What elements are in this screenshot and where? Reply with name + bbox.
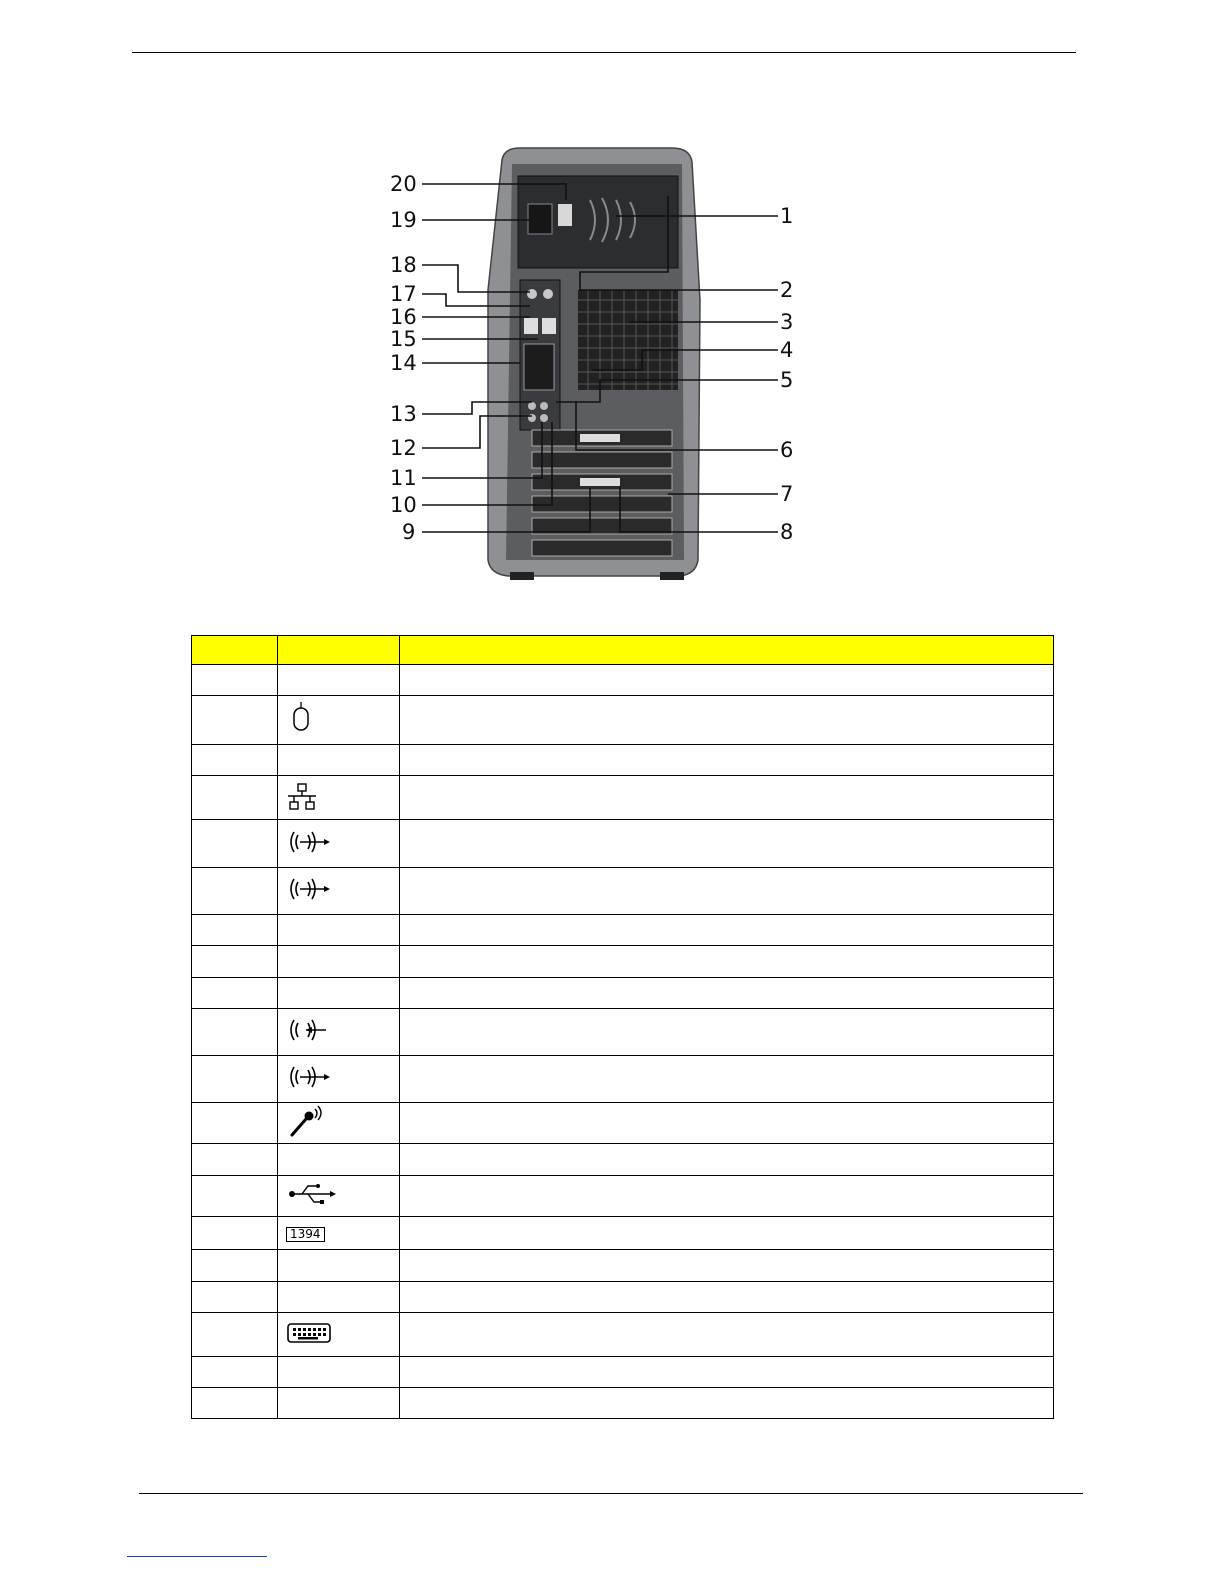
callout-7: 7 [780, 482, 794, 506]
network-icon [286, 778, 342, 814]
microphone-icon [286, 1103, 342, 1139]
table-row [192, 1176, 1054, 1217]
table-header-row [192, 636, 1054, 665]
table-row [192, 776, 1054, 820]
callout-1: 1 [780, 204, 794, 228]
callout-2: 2 [780, 278, 794, 302]
table-row [192, 1250, 1054, 1282]
header-description [400, 636, 1054, 665]
mouse-icon [286, 700, 342, 736]
audio-out-icon [286, 1059, 342, 1095]
table-row [192, 696, 1054, 745]
rear-ports-table [191, 635, 1054, 1419]
audio-out-icon [286, 871, 342, 907]
callout-8: 8 [780, 520, 794, 544]
callout-17: 17 [390, 282, 417, 306]
table-row [192, 1103, 1054, 1144]
callout-9: 9 [402, 520, 416, 544]
table-row [192, 915, 1054, 946]
callout-10: 10 [390, 493, 417, 517]
callout-14: 14 [390, 351, 417, 375]
callout-3: 3 [780, 310, 794, 334]
table-row [192, 1009, 1054, 1056]
table-row [192, 1056, 1054, 1103]
callout-13: 13 [390, 402, 417, 426]
header-rule [132, 52, 1076, 53]
table-row [192, 820, 1054, 868]
fan-grille [578, 290, 678, 390]
callout-5: 5 [780, 368, 794, 392]
callout-11: 11 [390, 466, 417, 490]
callout-4: 4 [780, 338, 794, 362]
voltage-switch [558, 204, 572, 226]
table-row [192, 868, 1054, 915]
usb-icon [286, 1176, 342, 1212]
audio-out-icon [286, 824, 342, 860]
computer-rear-panel-figure [380, 140, 820, 600]
footer-rule [139, 1493, 1083, 1494]
callout-16: 16 [390, 305, 417, 329]
table-row [192, 1217, 1054, 1250]
callout-12: 12 [390, 436, 417, 460]
table-row [192, 665, 1054, 696]
ieee1394-icon: 1394 [286, 1227, 325, 1242]
callout-15: 15 [390, 327, 417, 351]
keyboard-icon [286, 1315, 342, 1351]
header-no [192, 636, 278, 665]
callout-18: 18 [390, 253, 417, 277]
table-row [192, 1313, 1054, 1357]
callout-19: 19 [390, 208, 417, 232]
header-icon [278, 636, 400, 665]
footer-link-underline[interactable] [127, 1556, 267, 1557]
table-row [192, 745, 1054, 776]
callout-20: 20 [390, 172, 417, 196]
table-row [192, 1388, 1054, 1419]
audio-in-icon [286, 1012, 342, 1048]
table-row [192, 1357, 1054, 1388]
table-row [192, 978, 1054, 1009]
power-connector [528, 204, 552, 234]
rear-panel-illustration [380, 140, 820, 600]
table-row [192, 946, 1054, 978]
table-row [192, 1144, 1054, 1176]
table-row [192, 1282, 1054, 1313]
callout-6: 6 [780, 438, 794, 462]
